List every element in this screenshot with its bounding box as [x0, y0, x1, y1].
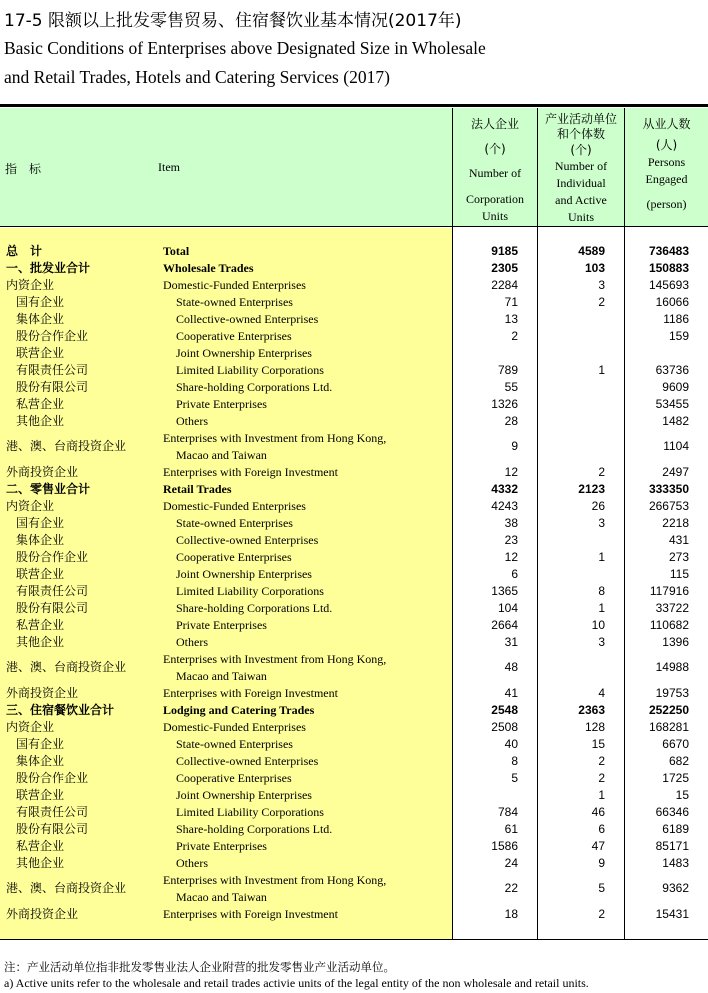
cell-corporation-units: 61 [504, 822, 518, 836]
row-label-en: Others [176, 856, 208, 870]
table-row [0, 600, 708, 617]
cell-active-units: 2363 [578, 703, 605, 717]
cell-corporation-units: 784 [497, 805, 518, 819]
row-label-cn: 国有企业 [16, 516, 65, 530]
table-row [0, 311, 708, 328]
cell-active-units: 2 [598, 295, 605, 309]
cell-corporation-units: 1365 [491, 584, 518, 598]
table-row [0, 430, 708, 464]
table-row [0, 396, 708, 413]
row-label-cn: 有限责任公司 [16, 584, 89, 598]
cell-active-units: 4 [598, 686, 605, 700]
table-row [0, 821, 708, 838]
table-row [0, 481, 708, 498]
row-label-en: Private Enterprises [176, 839, 267, 853]
table-row [0, 549, 708, 566]
cell-persons-engaged: 53455 [655, 397, 689, 411]
row-label-en-line2: Macao and Taiwan [176, 890, 267, 904]
row-label-cn: 其他企业 [16, 414, 65, 428]
row-label-en [163, 651, 386, 685]
cell-corporation-units: 13 [504, 312, 518, 326]
cell-active-units: 2 [598, 771, 605, 785]
cell-corporation-units: 40 [504, 737, 518, 751]
row-label-cn: 国有企业 [16, 737, 65, 751]
table-row [0, 685, 708, 702]
row-label-en: Domestic-Funded Enterprises [163, 720, 306, 734]
table-row [0, 872, 708, 906]
row-label-en-line1: Enterprises with Investment from Hong Kong, [163, 652, 387, 666]
cell-persons-engaged: 9609 [662, 380, 689, 394]
row-label-cn: 联营企业 [16, 346, 65, 360]
cell-persons-engaged: 431 [668, 533, 689, 547]
cell-persons-engaged: 145693 [648, 278, 689, 292]
row-label-en: Wholesale Trades [163, 261, 254, 275]
row-label-cn: 其他企业 [16, 856, 65, 870]
row-label-en: Enterprises with Foreign Investment [163, 465, 338, 479]
row-label-cn: 其他企业 [16, 635, 65, 649]
footnote-cn: 注：产业活动单位指非批发零售业法人企业附营的批发零售业产业活动单位。 [4, 960, 395, 974]
cell-persons-engaged: 150883 [648, 261, 689, 275]
row-label-en: Private Enterprises [176, 397, 267, 411]
cell-corporation-units: 2664 [491, 618, 518, 632]
cell-corporation-units: 41 [504, 686, 518, 700]
table-bottom-rule [0, 939, 708, 940]
row-label-en: Joint Ownership Enterprises [176, 567, 312, 581]
cell-corporation-units: 2305 [491, 261, 518, 275]
row-label-cn: 外商投资企业 [6, 686, 79, 700]
cell-corporation-units: 4243 [491, 499, 518, 513]
row-label-cn: 私营企业 [16, 397, 65, 411]
table-row [0, 617, 708, 634]
cell-corporation-units: 12 [504, 465, 518, 479]
cell-active-units: 1 [598, 550, 605, 564]
cell-persons-engaged: 266753 [648, 499, 689, 513]
row-label-en: Collective-owned Enterprises [176, 533, 319, 547]
cell-active-units: 2 [598, 465, 605, 479]
row-label-cn: 集体企业 [16, 312, 65, 326]
row-label-en: Enterprises with Foreign Investment [163, 686, 338, 700]
row-label-en [163, 430, 386, 464]
cell-active-units: 3 [598, 635, 605, 649]
row-label-cn: 外商投资企业 [6, 907, 79, 921]
cell-active-units: 26 [591, 499, 605, 513]
row-label-cn: 联营企业 [16, 788, 65, 802]
cell-persons-engaged: 66346 [655, 805, 689, 819]
table-row [0, 702, 708, 719]
row-label-en: Joint Ownership Enterprises [176, 346, 312, 360]
table-row [0, 413, 708, 430]
cell-corporation-units: 6 [511, 567, 518, 581]
table-row [0, 753, 708, 770]
row-label-en-line1: Enterprises with Investment from Hong Kong, [163, 431, 387, 445]
row-label-en: Total [163, 244, 190, 258]
cell-persons-engaged: 1186 [663, 312, 689, 326]
cell-persons-engaged: 85171 [655, 839, 689, 853]
row-label-en: Cooperative Enterprises [176, 329, 292, 343]
cell-active-units: 1 [598, 363, 605, 377]
cell-persons-engaged: 273 [668, 550, 689, 564]
cell-corporation-units: 55 [504, 380, 518, 394]
row-label-cn: 三、住宿餐饮业合计 [6, 703, 115, 717]
cell-persons-engaged: 333350 [648, 482, 689, 496]
cell-persons-engaged: 16066 [655, 295, 689, 309]
cell-corporation-units: 28 [504, 414, 518, 428]
table-row [0, 345, 708, 362]
cell-persons-engaged: 19753 [655, 686, 689, 700]
row-label-en: Collective-owned Enterprises [176, 312, 319, 326]
row-label-en: Collective-owned Enterprises [176, 754, 319, 768]
table-body [0, 243, 708, 923]
cell-persons-engaged: 110682 [649, 618, 689, 632]
table-row [0, 855, 708, 872]
row-label-cn: 外商投资企业 [6, 465, 79, 479]
table-row [0, 634, 708, 651]
cell-corporation-units: 2 [511, 329, 518, 343]
cell-persons-engaged: 15 [675, 788, 689, 802]
row-label-en: Limited Liability Corporations [176, 363, 324, 377]
row-label-cn: 联营企业 [16, 567, 65, 581]
row-label-cn: 二、零售业合计 [6, 482, 91, 496]
row-label-en: Limited Liability Corporations [176, 584, 324, 598]
cell-persons-engaged: 1483 [662, 856, 689, 870]
table-row [0, 719, 708, 736]
cell-corporation-units: 23 [504, 533, 518, 547]
cell-corporation-units: 9 [511, 439, 518, 453]
table-title-en-line1: Basic Conditions of Enterprises above Designated Size in Wholesale [4, 38, 486, 58]
cell-corporation-units: 18 [504, 907, 518, 921]
cell-persons-engaged: 63736 [655, 363, 689, 377]
row-label-cn: 股份合作企业 [16, 771, 89, 785]
row-label-en: Retail Trades [163, 482, 232, 496]
cell-corporation-units: 71 [504, 295, 518, 309]
row-label-en: State-owned Enterprises [176, 737, 293, 751]
table-row [0, 464, 708, 481]
table-title-en-line2: and Retail Trades, Hotels and Catering Services (2017) [4, 67, 390, 87]
row-label-cn: 股份合作企业 [16, 550, 89, 564]
cell-persons-engaged: 1725 [662, 771, 689, 785]
cell-active-units: 9 [598, 856, 605, 870]
header-active-units: 产业活动单位 和个体数 (个) Number of Individual and Active Units [544, 112, 617, 224]
cell-persons-engaged: 9362 [662, 881, 689, 895]
row-label-cn: 有限责任公司 [16, 363, 89, 377]
cell-persons-engaged: 1482 [662, 414, 689, 428]
table-row [0, 260, 708, 277]
cell-active-units: 8 [598, 584, 605, 598]
row-label-en: Domestic-Funded Enterprises [163, 278, 306, 292]
cell-active-units: 1 [598, 601, 605, 615]
row-label-en: Cooperative Enterprises [176, 550, 292, 564]
row-label-en: Share-holding Corporations Ltd. [176, 601, 333, 615]
cell-persons-engaged: 252250 [648, 703, 689, 717]
row-label-en: Cooperative Enterprises [176, 771, 292, 785]
row-label-cn: 港、澳、台商投资企业 [6, 881, 127, 895]
row-label-cn: 股份有限公司 [16, 601, 89, 615]
row-label-cn: 港、澳、台商投资企业 [6, 660, 127, 674]
row-label-en: Limited Liability Corporations [176, 805, 324, 819]
row-label-en [163, 872, 386, 906]
cell-persons-engaged: 682 [668, 754, 689, 768]
table-row [0, 736, 708, 753]
table-row [0, 787, 708, 804]
row-label-cn: 股份有限公司 [16, 822, 89, 836]
row-label-en: Others [176, 635, 208, 649]
row-label-cn: 内资企业 [6, 499, 55, 513]
table-row [0, 804, 708, 821]
cell-persons-engaged: 15431 [655, 907, 689, 921]
table-row [0, 243, 708, 260]
cell-corporation-units: 2548 [491, 703, 518, 717]
row-label-cn: 股份合作企业 [16, 329, 89, 343]
row-label-en: Private Enterprises [176, 618, 267, 632]
cell-corporation-units: 12 [504, 550, 518, 564]
table-row [0, 532, 708, 549]
row-label-cn: 集体企业 [16, 533, 65, 547]
row-label-cn: 港、澳、台商投资企业 [6, 439, 127, 453]
cell-active-units: 4589 [578, 244, 605, 258]
cell-persons-engaged: 33722 [655, 601, 689, 615]
cell-active-units: 15 [591, 737, 605, 751]
cell-active-units: 2123 [578, 482, 605, 496]
cell-corporation-units: 9185 [491, 244, 518, 258]
row-label-en: Share-holding Corporations Ltd. [176, 380, 333, 394]
row-label-cn: 一、批发业合计 [6, 261, 91, 275]
cell-corporation-units: 4332 [491, 482, 518, 496]
cell-persons-engaged: 2497 [662, 465, 689, 479]
row-label-cn: 内资企业 [6, 720, 55, 734]
header-corporation-units: 法人企业 (个) Number of Corporation Units [466, 117, 524, 223]
table-row [0, 362, 708, 379]
cell-corporation-units: 5 [511, 771, 518, 785]
cell-active-units: 3 [598, 516, 605, 530]
cell-persons-engaged: 115 [669, 567, 689, 581]
cell-persons-engaged: 2218 [662, 516, 689, 530]
cell-corporation-units: 1586 [491, 839, 518, 853]
cell-active-units: 103 [584, 261, 605, 275]
cell-corporation-units: 31 [504, 635, 518, 649]
header-item-label: Item [158, 160, 180, 174]
cell-persons-engaged: 6189 [662, 822, 689, 836]
cell-persons-engaged: 159 [668, 329, 689, 343]
cell-active-units: 1 [598, 788, 605, 802]
cell-corporation-units: 8 [511, 754, 518, 768]
row-label-cn: 私营企业 [16, 839, 65, 853]
row-label-en-line2: Macao and Taiwan [176, 448, 267, 462]
cell-corporation-units: 2284 [491, 278, 518, 292]
table-row [0, 838, 708, 855]
cell-corporation-units: 38 [504, 516, 518, 530]
table-row [0, 498, 708, 515]
table-row [0, 770, 708, 787]
cell-active-units: 10 [591, 618, 605, 632]
row-label-cn: 有限责任公司 [16, 805, 89, 819]
cell-corporation-units: 2508 [491, 720, 518, 734]
row-label-en: State-owned Enterprises [176, 516, 293, 530]
row-label-cn: 集体企业 [16, 754, 65, 768]
header-indicator-label: 指 标 [5, 162, 42, 176]
row-label-en: State-owned Enterprises [176, 295, 293, 309]
cell-persons-engaged: 6670 [662, 737, 689, 751]
cell-corporation-units: 789 [497, 363, 518, 377]
cell-active-units: 3 [598, 278, 605, 292]
cell-active-units: 2 [598, 754, 605, 768]
cell-persons-engaged: 168281 [648, 720, 689, 734]
cell-corporation-units: 104 [497, 601, 518, 615]
header-divider [0, 226, 708, 227]
table-row [0, 651, 708, 685]
row-label-cn: 私营企业 [16, 618, 65, 632]
cell-active-units: 5 [598, 881, 605, 895]
table-row [0, 379, 708, 396]
table-row [0, 906, 708, 923]
row-label-cn: 总 计 [6, 244, 43, 258]
row-label-en-line1: Enterprises with Investment from Hong Kong, [163, 873, 387, 887]
table-row [0, 566, 708, 583]
table-title-cn: 17-5 限额以上批发零售贸易、住宿餐饮业基本情况(2017年) [4, 11, 462, 31]
cell-persons-engaged: 736483 [648, 244, 689, 258]
row-label-cn: 股份有限公司 [16, 380, 89, 394]
row-label-en: Enterprises with Foreign Investment [163, 907, 338, 921]
footnote-en: a) Active units refer to the wholesale and retail trades activie units of the legal entity of the non wholesale and retail units. [4, 976, 589, 990]
row-label-en: Joint Ownership Enterprises [176, 788, 312, 802]
table-row [0, 294, 708, 311]
cell-persons-engaged: 1396 [662, 635, 689, 649]
row-label-en-line2: Macao and Taiwan [176, 669, 267, 683]
cell-active-units: 2 [598, 907, 605, 921]
row-label-en: Others [176, 414, 208, 428]
row-label-en: Domestic-Funded Enterprises [163, 499, 306, 513]
table-row [0, 277, 708, 294]
table-row [0, 515, 708, 532]
top-rule [0, 104, 708, 107]
cell-persons-engaged: 117916 [649, 584, 689, 598]
cell-corporation-units: 1326 [491, 397, 518, 411]
table-row [0, 328, 708, 345]
cell-corporation-units: 22 [504, 881, 518, 895]
cell-active-units: 6 [598, 822, 605, 836]
cell-active-units: 128 [584, 720, 605, 734]
row-label-en: Share-holding Corporations Ltd. [176, 822, 333, 836]
row-label-en: Lodging and Catering Trades [163, 703, 315, 717]
header-persons-engaged: 从业人数 (人) Persons Engaged (person) [642, 117, 691, 211]
row-label-cn: 国有企业 [16, 295, 65, 309]
row-label-cn: 内资企业 [6, 278, 55, 292]
cell-corporation-units: 48 [504, 660, 518, 674]
cell-corporation-units: 24 [504, 856, 518, 870]
cell-active-units: 46 [591, 805, 605, 819]
cell-active-units: 47 [591, 839, 605, 853]
table-row [0, 583, 708, 600]
cell-persons-engaged: 14988 [655, 660, 689, 674]
cell-persons-engaged: 1104 [663, 439, 689, 453]
